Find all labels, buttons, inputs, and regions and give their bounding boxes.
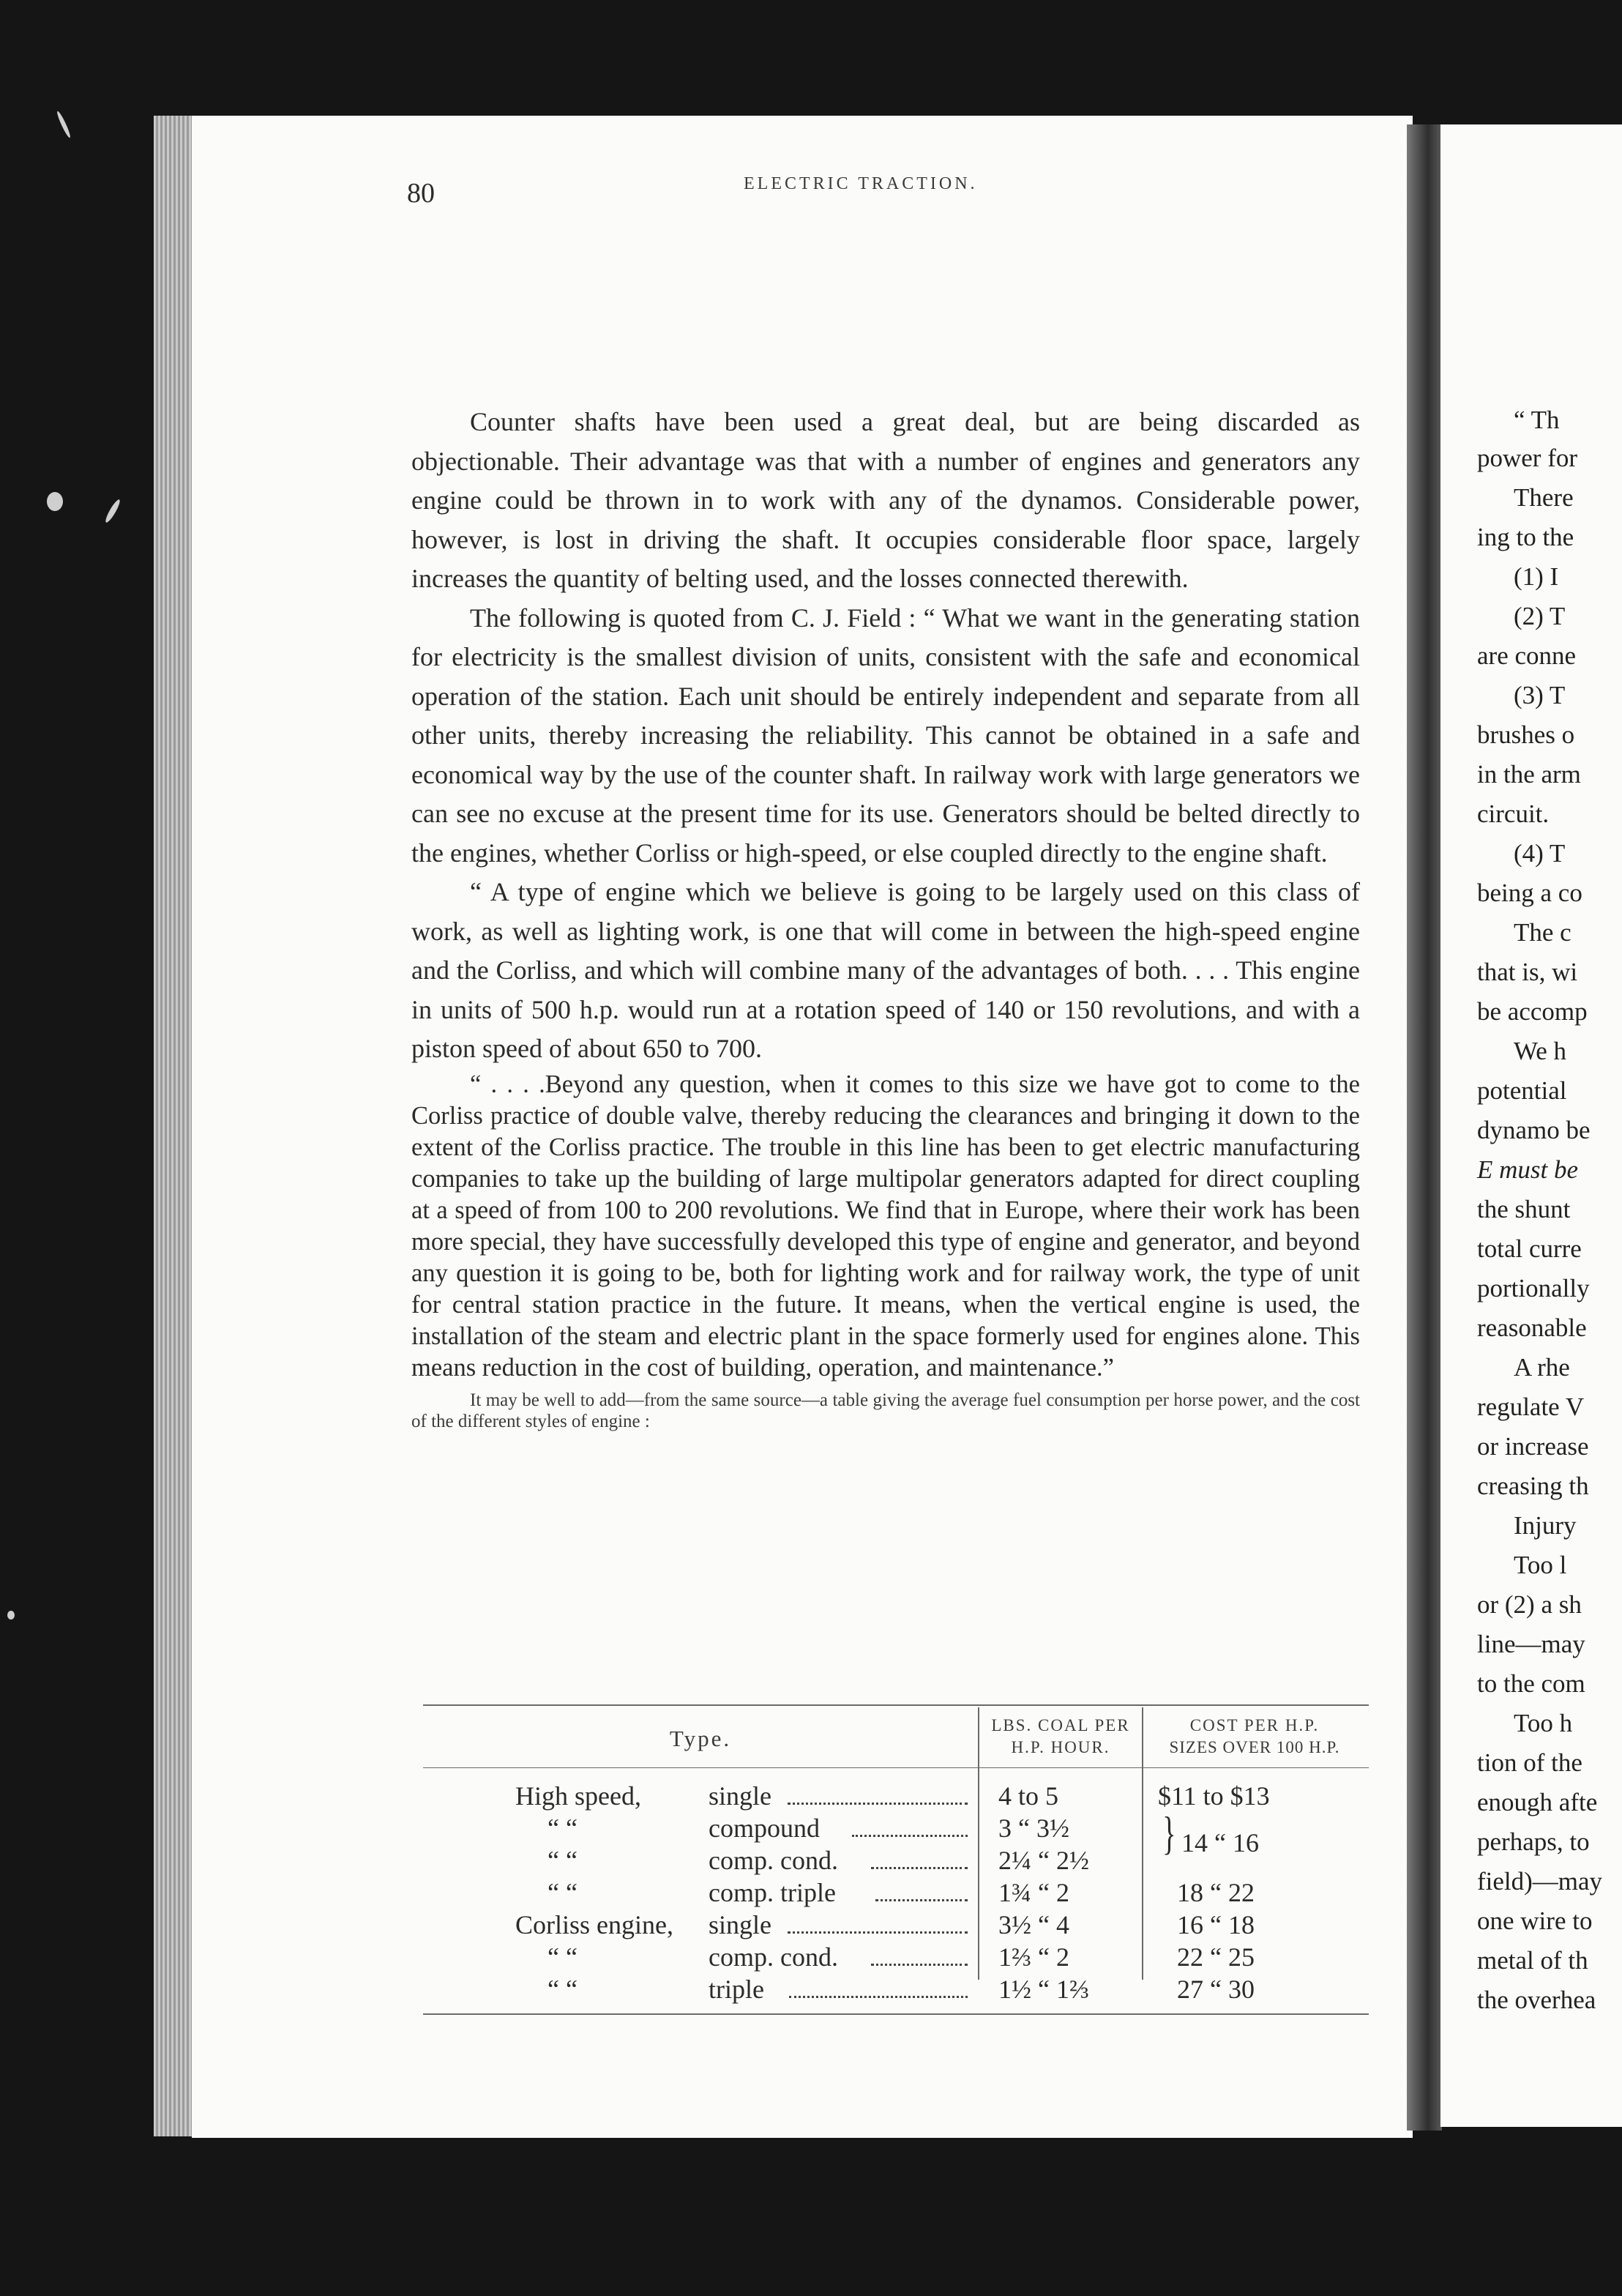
- facing-line: (1) I: [1514, 562, 1559, 591]
- facing-line: dynamo be: [1477, 1116, 1591, 1144]
- facing-line: total curre: [1477, 1234, 1582, 1263]
- facing-line: in the arm: [1477, 760, 1581, 789]
- row-group: High speed,: [515, 1781, 641, 1811]
- row-group: “ “: [547, 1878, 578, 1907]
- facing-line: power for: [1477, 444, 1578, 472]
- facing-line: (2) T: [1514, 602, 1566, 630]
- facing-line: or (2) a sh: [1477, 1590, 1582, 1619]
- row-style: comp. cond.: [709, 1846, 838, 1875]
- body-text: [411, 403, 1360, 1432]
- facing-line: A rhe: [1514, 1353, 1570, 1382]
- row-cost: 18 “ 22: [1177, 1878, 1255, 1907]
- facing-line: “ Th: [1514, 406, 1560, 434]
- row-coal: 3 “ 3½: [998, 1814, 1069, 1843]
- facing-line: (4) T: [1514, 839, 1566, 868]
- facing-line: tion of the: [1477, 1748, 1582, 1777]
- scan-speck: [47, 492, 63, 511]
- facing-line: reasonable: [1477, 1313, 1587, 1342]
- facing-line: The c: [1514, 918, 1571, 947]
- row-coal: 4 to 5: [998, 1781, 1059, 1811]
- row-group: “ “: [547, 1846, 578, 1875]
- row-group: Corliss engine,: [515, 1910, 673, 1939]
- row-style: triple: [709, 1975, 764, 2004]
- row-coal: 1½ “ 1⅔: [998, 1975, 1089, 2004]
- brace-icon: }: [1162, 1807, 1176, 1859]
- facing-page: [1440, 124, 1622, 2127]
- facing-line: Injury: [1514, 1511, 1577, 1540]
- paragraph: Counter shafts have been used a great deal, but are being discarded as objectionable. Their advantage was that with a number of engines and generators any engine could be thrown in to work with any of the dynamos. Considerable power, however, is lost in driving the shaft. It occupies considerable floor space, largely increases the quantity of belting used, and the losses connected therewith.: [411, 407, 1360, 593]
- row-style: single: [709, 1781, 771, 1811]
- type-header: Type.: [669, 1726, 732, 1751]
- facing-line: that is, wi: [1477, 958, 1578, 986]
- facing-line: are conne: [1477, 641, 1577, 670]
- row-style: single: [709, 1910, 771, 1939]
- running-head: [407, 174, 978, 209]
- facing-line: (3) T: [1514, 681, 1566, 709]
- row-group: “ “: [547, 1814, 578, 1843]
- facing-line: There: [1514, 483, 1574, 512]
- page-number: 80: [407, 178, 435, 209]
- column-rule: [1142, 1707, 1143, 1980]
- facing-line: the shunt: [1477, 1195, 1571, 1223]
- paragraph: The following is quoted from C. J. Field : “ What we want in the generating station for electricity is the smallest division of units, consistent with the safe and economical operation of the station. Each unit should be entirely independent and separate from all other units, thereby increasing the reliability. This cannot be obtained in a safe and economical way by the use of the counter shaft. In railway work with large generators we can see no excuse at the present time for its use. Generators should be belted directly to the engines, whether Corliss or high-speed, or else coupled directly to the engine shaft.: [411, 603, 1360, 868]
- row-style: comp. cond.: [709, 1942, 838, 1972]
- coal-header-line2: H.P. HOUR.: [1011, 1738, 1110, 1756]
- row-style: compound: [709, 1814, 820, 1843]
- facing-line: metal of th: [1477, 1946, 1588, 1975]
- cost-header-line1: COST PER H.P.: [1189, 1716, 1320, 1734]
- facing-line: line—may: [1477, 1630, 1585, 1658]
- facing-line: creasing th: [1477, 1472, 1589, 1500]
- column-rule: [978, 1707, 979, 1980]
- facing-line: potential: [1477, 1076, 1567, 1105]
- row-cost: 27 “ 30: [1177, 1975, 1255, 2004]
- row-coal: 2¼ “ 2½: [998, 1846, 1089, 1875]
- leader-dots: [789, 1996, 968, 1998]
- table-intro: It may be well to add—from the same source—a table giving the average fuel consumption per horse power, and the cost of the different styles of engine :: [411, 1390, 1360, 1431]
- row-cost: 22 “ 25: [1177, 1942, 1255, 1972]
- running-title: ELECTRIC TRACTION.: [744, 174, 978, 193]
- facing-line: enough afte: [1477, 1788, 1598, 1816]
- scan-speck: [7, 1611, 15, 1620]
- row-coal: 1⅔ “ 2: [998, 1942, 1069, 1972]
- leader-dots: [788, 1803, 968, 1805]
- cost-header-line2: SIZES OVER 100 H.P.: [1169, 1738, 1340, 1756]
- facing-line: field)—may: [1477, 1867, 1603, 1896]
- facing-line: circuit.: [1477, 800, 1550, 828]
- row-cost: 14 “ 16: [1181, 1828, 1259, 1857]
- facing-line: perhaps, to: [1477, 1827, 1590, 1856]
- row-coal: 3½ “ 4: [998, 1910, 1069, 1939]
- header-rule: [423, 1767, 1369, 1768]
- facing-line: E must be: [1477, 1155, 1579, 1184]
- facing-line: Too h: [1514, 1709, 1573, 1737]
- facing-line: regulate V: [1477, 1393, 1585, 1421]
- leader-dots: [788, 1931, 968, 1934]
- coal-header-line1: LBS. COAL PER: [991, 1716, 1130, 1734]
- row-group: “ “: [547, 1942, 578, 1972]
- scan-speck: [56, 111, 72, 139]
- row-coal: 1¾ “ 2: [998, 1878, 1069, 1907]
- facing-line: Too l: [1514, 1551, 1567, 1579]
- table-top-rule: [423, 1704, 1369, 1706]
- row-group: “ “: [547, 1975, 578, 2004]
- facing-line: ing to the: [1477, 523, 1574, 551]
- scan-speck: [104, 498, 122, 523]
- leader-dots: [871, 1867, 968, 1869]
- facing-line: or increase: [1477, 1432, 1589, 1461]
- facing-line: being a co: [1477, 879, 1582, 907]
- facing-line: one wire to: [1477, 1906, 1593, 1935]
- row-cost: $11 to $13: [1158, 1781, 1270, 1811]
- table-bottom-rule: [423, 2013, 1369, 2015]
- facing-line: to the com: [1477, 1669, 1585, 1698]
- row-style: comp. triple: [709, 1878, 836, 1907]
- leader-dots: [852, 1835, 968, 1837]
- facing-line: portionally: [1477, 1274, 1590, 1302]
- facing-line: the overhea: [1477, 1986, 1596, 2014]
- quote-paragraph: “ . . . .Beyond any question, when it comes to this size we have got to come to the Corliss practice of double valve, thereby reducing the clearances and bringing it down to the extent of the Corliss practice. The trouble in this line has been to get electric manufacturing companies to take up the building of large multipolar generators adapted for direct coupling at a speed of from 100 to 200 revolutions. We find that in Europe, where their work has been more special, they have successfully developed this type of engine and generator, and beyond any question it is going to be, both for lighting work and for railway work, the type of unit for central station practice in the future. It means, when the vertical engine is used, the installation of the steam and electric plant in the space formerly used for engines alone. This means reduction in the cost of building, operation, and maintenance.”: [411, 1070, 1360, 1382]
- row-cost: 16 “ 18: [1177, 1910, 1255, 1939]
- paragraph: “ A type of engine which we believe is going to be largely used on this class of work, as well as lighting work, is one that will come in between the high-speed engine and the Corliss, and which will combine many of the advantages of both. . . . This engine in units of 500 h.p. would run at a rotation speed of 140 or 150 revolutions, and with a piston speed of about 650 to 700.: [411, 877, 1360, 1063]
- facing-line: be accomp: [1477, 997, 1588, 1026]
- facing-line: We h: [1514, 1037, 1567, 1065]
- book-gutter: [1407, 124, 1442, 2131]
- leader-dots: [875, 1899, 968, 1901]
- facing-line: brushes o: [1477, 720, 1575, 749]
- leader-dots: [871, 1964, 968, 1966]
